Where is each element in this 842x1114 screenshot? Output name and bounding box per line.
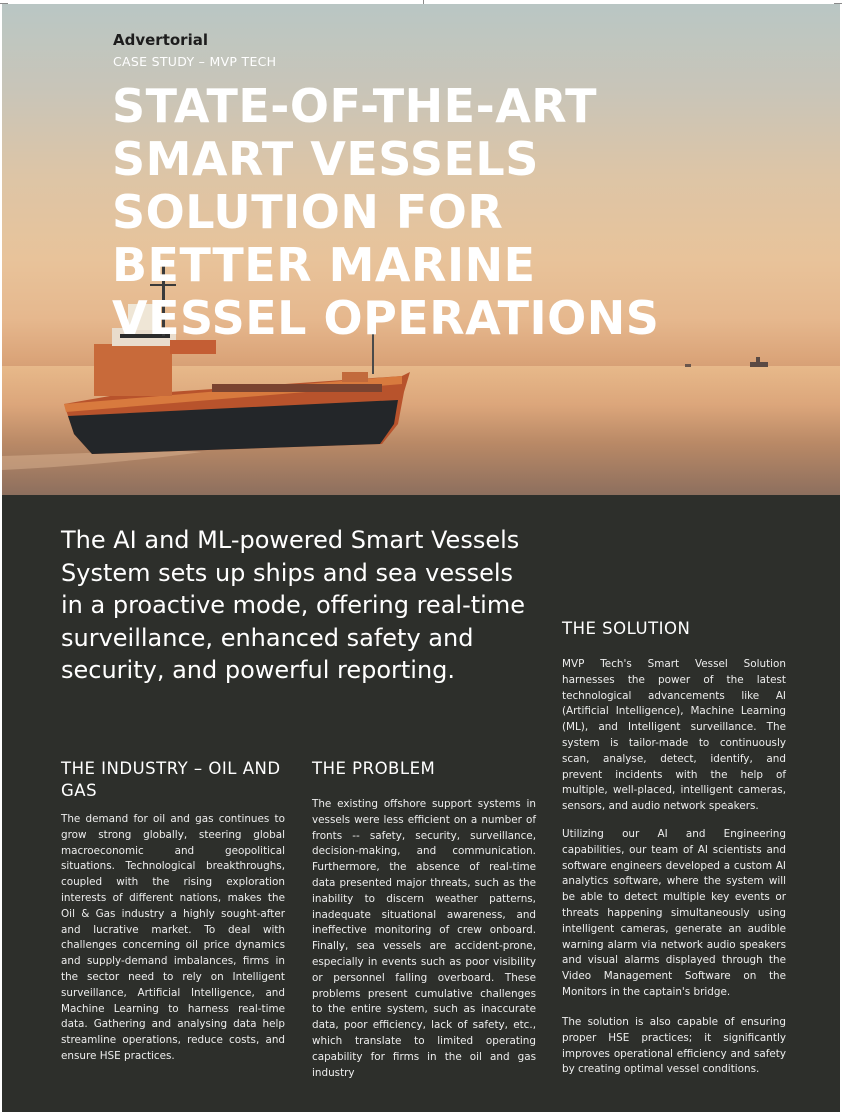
section-body-problem: The existing offshore support systems in vessels were less efficient on a number of fronts -- safety, security, surveillance, decision-making, and communication. Furthermore, the absence of real-time data presented major threats, such as the inability to discern weather patterns, inadequate situational awareness, and ineffective monitoring of crew onboard. Finally, sea vessels are accident-prone, especially in events such as poor visibility or personnel falling overboard. These problems present cumulative challenges to the entire system, such as inaccurate data, poor efficiency, lack of safety, etc., which translate to limited operating capability for firms in the oil and gas industry [312,798,536,1079]
hero-ship-photo [2,4,840,495]
headline-line: STATE-OF-THE-ART [112,79,598,133]
lead-paragraph: The AI and ML-powered Smart Vessels System sets up ships and sea vessels in a proactive mode, offering real-time surveillance, enhanced safety and security, and powerful reporting. [61,526,525,684]
headline-line: BETTER MARINE [112,238,536,292]
section-title-solution: THE SOLUTION [562,619,691,638]
case-study-label: CASE STUDY – MVP TECH [113,54,277,69]
headline-line: SOLUTION FOR [112,185,504,239]
advertorial-label: Advertorial [113,31,208,49]
section-body-solution-2: Utilizing our AI and Engineering capabilities, our team of AI scientists and software engineers developed a custom AI analytics software, where the system will be able to detect multiple key events or threats happening simultaneously using intelligent cameras, generate an audible warning alarm via network audio speakers and visual alarms displayed through the Video Management Software on the Monitors in the captain's bridge. [562,828,786,998]
section-body-solution-3: The solution is also capable of ensuring proper HSE practices; it significantly improves operational efficiency and safety by creating optimal vessel conditions. [562,1016,786,1076]
section-title-industry: THE INDUSTRY – OIL AND GAS [61,759,281,800]
section-body-industry: The demand for oil and gas continues to grow strong globally, steering global macroeconomic and geopolitical situations. Technological breakthroughs, coupled with the rising exploration interests of different nations, makes the Oil & Gas industry a highly sought-after and lucrative market. To deal with challenges concerning oil price dynamics and supply-demand imbalances, firms in the sector need to rely on Intelligent surveillance, Artificial Intelligence, and Machine Learning to harness real-time data. Gathering and analysing data help streamline operations, reduce costs, and ensure HSE practices. [61,813,285,1062]
section-body-solution-1: MVP Tech's Smart Vessel Solution harnesses the power of the latest technological advancements like AI (Artificial Intelligence), Machine Learning (ML), and Intelligent surveillance. The system is tailor-made to continuously scan, analyse, detect, identify, and prevent incidents with the help of multiple, well-placed, intelligent cameras, sensors, and audio network speakers. [562,658,786,813]
headline-line: VESSEL OPERATIONS [112,291,660,345]
headline-line: SMART VESSELS [112,132,539,186]
section-title-problem: THE PROBLEM [312,759,436,778]
page-headline [112,80,659,345]
